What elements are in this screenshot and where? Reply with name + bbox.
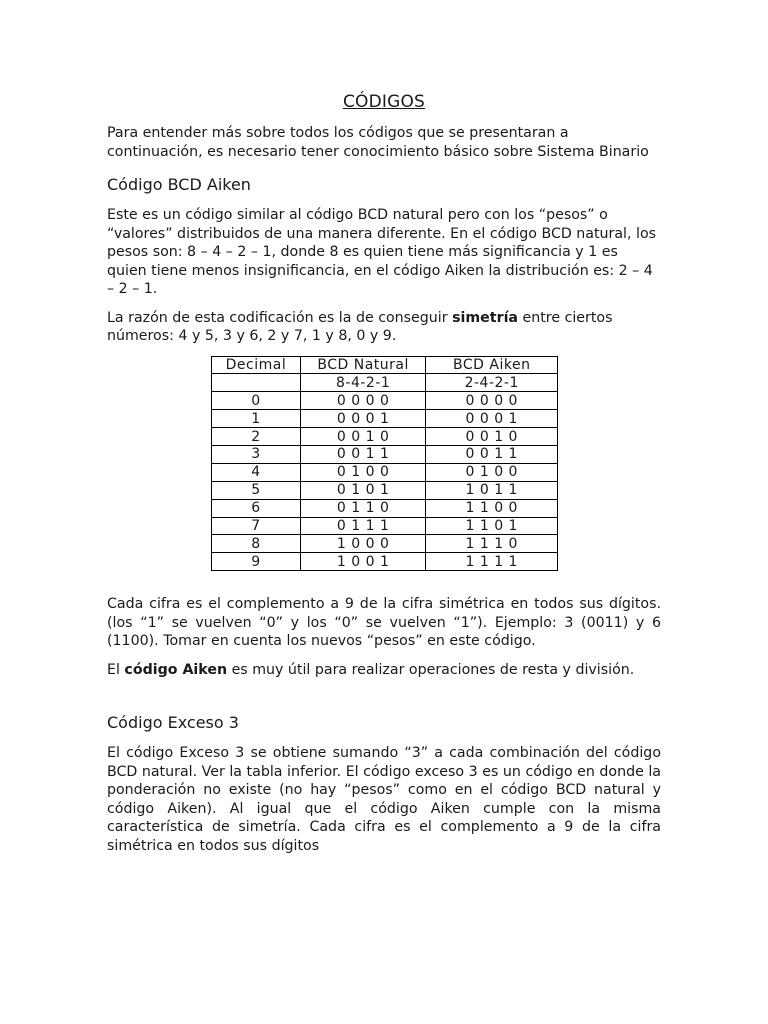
- table-row: [212, 463, 558, 481]
- codigo-aiken-bold: código Aiken: [124, 661, 228, 678]
- table-row-cell: 5: [212, 481, 301, 499]
- aiken-heading: Código BCD Aiken: [107, 175, 251, 194]
- page-title: CÓDIGOS: [342, 92, 426, 112]
- table-weights-row-cell: 8-4-2-1: [300, 374, 426, 392]
- table-row-cell: 0 0 0 1: [426, 410, 558, 428]
- table-row-cell: 0: [212, 392, 301, 410]
- table-row-cell: 6: [212, 499, 301, 517]
- table-row-cell: 4: [212, 463, 301, 481]
- table-header-row-cell: BCD Natural: [300, 356, 426, 374]
- table-row-cell: 0 0 0 1: [300, 410, 426, 428]
- table-body: [212, 356, 558, 571]
- table-row-cell: 1 1 1 0: [426, 535, 558, 553]
- table-row: [212, 392, 558, 410]
- table-row-cell: 0 0 1 1: [300, 445, 426, 463]
- simetria-bold: simetría: [452, 309, 519, 326]
- table-row-cell: 2: [212, 428, 301, 446]
- table-row-cell: 0 0 1 0: [426, 428, 558, 446]
- table-row-cell: 0 0 1 0: [300, 428, 426, 446]
- table-row: [212, 499, 558, 517]
- table-row-cell: 1 0 0 0: [300, 535, 426, 553]
- table-row: [212, 410, 558, 428]
- table-row: [212, 481, 558, 499]
- table-row-cell: 1 1 0 1: [426, 517, 558, 535]
- table-row-cell: 1 1 1 1: [426, 553, 558, 571]
- table-row: [212, 445, 558, 463]
- table-row-cell: 1 0 1 1: [426, 481, 558, 499]
- table-weights-row-cell: [212, 374, 301, 392]
- table-row: [212, 428, 558, 446]
- aiken-paragraph-4-start: El: [107, 661, 125, 678]
- table-row-cell: 0 0 0 0: [426, 392, 558, 410]
- aiken-paragraph-1: Este es un código similar al código BCD natural pero con los “pesos” o “valores” distribuidos de una manera diferente. En el código BCD natural, los pesos son: 8 – 4 – 2 – 1, donde 8 es quien tiene más significancia y 1 es quien tiene menos insignificancia, en el código Aiken la distribución es: 2 – 4 – 2 – 1.: [107, 207, 657, 297]
- table-row-cell: 8: [212, 535, 301, 553]
- table-row-cell: 0 1 0 0: [300, 463, 426, 481]
- table-row-cell: 1: [212, 410, 301, 428]
- aiken-paragraph-4: [107, 661, 661, 680]
- table-header-row-cell: BCD Aiken: [426, 356, 558, 374]
- table-weights-row-cell: 2-4-2-1: [426, 374, 558, 392]
- table-row-cell: 1 1 0 0: [426, 499, 558, 517]
- aiken-paragraph-2: [107, 309, 661, 346]
- aiken-paragraph-3: Cada cifra es el complemento a 9 de la cifra simétrica en todos sus dígitos. (los “1” se vuelven “0” y los “0” se vuelven “1”). Ejemplo: 3 (0011) y 6 (1100). Tomar en cuenta los nuevos “pesos” en este código.: [107, 596, 661, 650]
- intro-paragraph: Para entender más sobre todos los códigos que se presentaran a continuación, es necesario tener conocimiento básico sobre Sistema Binario: [107, 125, 649, 160]
- table-row-cell: 0 1 0 1: [300, 481, 426, 499]
- table-row: [212, 553, 558, 571]
- table-header-row: [212, 356, 558, 374]
- document-page: [107, 92, 661, 855]
- aiken-paragraph-2-end: entre ciertos números: 4 y 5, 3 y 6, 2 y 7, 1 y 8, 0 y 9.: [107, 309, 613, 344]
- table-weights-row: [212, 374, 558, 392]
- table-row: [212, 517, 558, 535]
- table-row-cell: 0 1 0 0: [426, 463, 558, 481]
- table-row-cell: 1 0 0 1: [300, 553, 426, 571]
- table-row-cell: 0 1 1 0: [300, 499, 426, 517]
- aiken-paragraph-4-end: es muy útil para realizar operaciones de resta y división.: [227, 661, 635, 678]
- table-row-cell: 0 0 0 0: [300, 392, 426, 410]
- table-row-cell: 3: [212, 445, 301, 463]
- exceso-paragraph: El código Exceso 3 se obtiene sumando “3” a cada combinación del código BCD natural. Ver la tabla inferior. El código exceso 3 es un código en donde la ponderación no existe (no hay “pesos” como en el código BCD natural y código Aiken). Al igual que el código Aiken cumple con la misma característica de simetría. Cada cifra es el complemento a 9 de la cifra simétrica en todos sus dígitos: [107, 745, 661, 854]
- table-header-row-cell: Decimal: [212, 356, 301, 374]
- table-row-cell: 7: [212, 517, 301, 535]
- table-row-cell: 9: [212, 553, 301, 571]
- table-row-cell: 0 0 1 1: [426, 445, 558, 463]
- aiken-paragraph-2-start: La razón de esta codificación es la de conseguir: [107, 309, 453, 326]
- exceso-heading: Código Exceso 3: [107, 713, 239, 733]
- bcd-aiken-table: [211, 356, 558, 572]
- table-row: [212, 535, 558, 553]
- table-row-cell: 0 1 1 1: [300, 517, 426, 535]
